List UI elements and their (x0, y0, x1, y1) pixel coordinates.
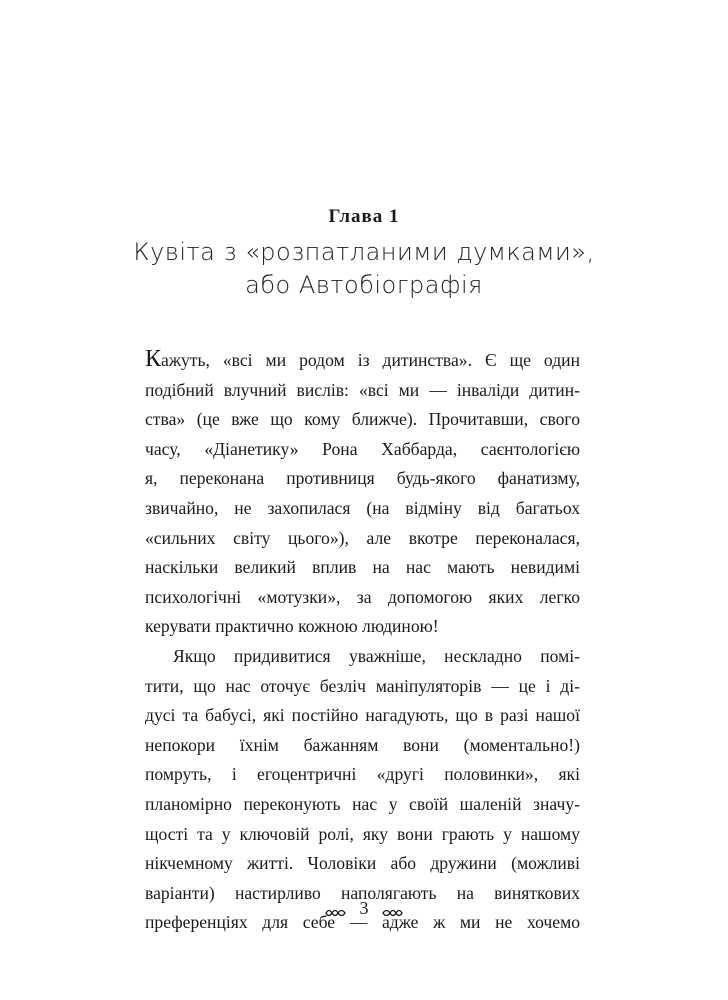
paragraph-1-line: керувати практично кожною людиною! (145, 616, 439, 637)
page-footer (0, 895, 728, 919)
paragraph-2-line: тити, що нас оточує безліч маніпуляторів — це і ді- (145, 675, 580, 696)
paragraph-1-line: наскільки великий вплив на нас мають невидимі (145, 557, 580, 578)
paragraph-1-line: часу, «Діанетику» Рона Хаббарда, саєнтологією (145, 438, 580, 459)
paragraph-1-line: я, переконана противниця будь-якого фанатизму, (145, 468, 580, 489)
chapter-label: Глава 1 (328, 206, 400, 227)
paragraph-2-line: помруть, і егоцентричні «другі половинки», які (145, 764, 580, 785)
paragraph-1-line: Кажуть, «всі ми родом із дитинства». Є ще один (145, 346, 580, 372)
paragraph-1-line: ства» (це вже що кому ближче). Прочитавши, свого (145, 409, 580, 430)
paragraph-2-line: планомірно переконують нас у своїй шаленій значу- (145, 793, 580, 814)
chapter-title-line-2: або Автобіографія (245, 271, 483, 299)
page-number: 3 (359, 897, 369, 918)
ornament-right-icon (381, 902, 403, 914)
paragraph-2-line: дусі та бабусі, які постійно нагадують, що в разі нашої (145, 705, 580, 726)
paragraph-1-line: звичайно, не захопилася (на відміну від багатьох (145, 497, 580, 518)
paragraph-1-line: подібний влучний вислів: «всі ми — інваліди дитин- (145, 379, 580, 400)
paragraph-1-line: «сильних світу цього»), але вкотре переконалася, (145, 527, 580, 548)
paragraph-2-line: нікчемному житті. Чоловіки або дружини (можливі (145, 853, 580, 874)
body-text (145, 346, 580, 938)
drop-cap: К (145, 346, 162, 372)
paragraph-2-line: преференціях для себе — адже ж ми не хочемо (145, 912, 580, 933)
paragraph-2-line: непокори їхнім бажанням вони (моментально!) (145, 734, 580, 755)
paragraph-2-line: варіанти) настирливо наполягають на виняткових (145, 882, 580, 903)
chapter-title-line-1: Кувіта з «розпатланими думками», (133, 238, 595, 266)
paragraph-2-line: Якщо придивитися уважніше, нескладно помі- (173, 645, 580, 666)
chapter-title (0, 236, 728, 302)
paragraph-2-line: щості та у ключовій ролі, яку вони грають у нашому (145, 823, 580, 844)
ornament-left-icon (325, 902, 347, 914)
paragraph-1-line: психологічні «мотузки», за допомогою яких легко (145, 586, 580, 607)
